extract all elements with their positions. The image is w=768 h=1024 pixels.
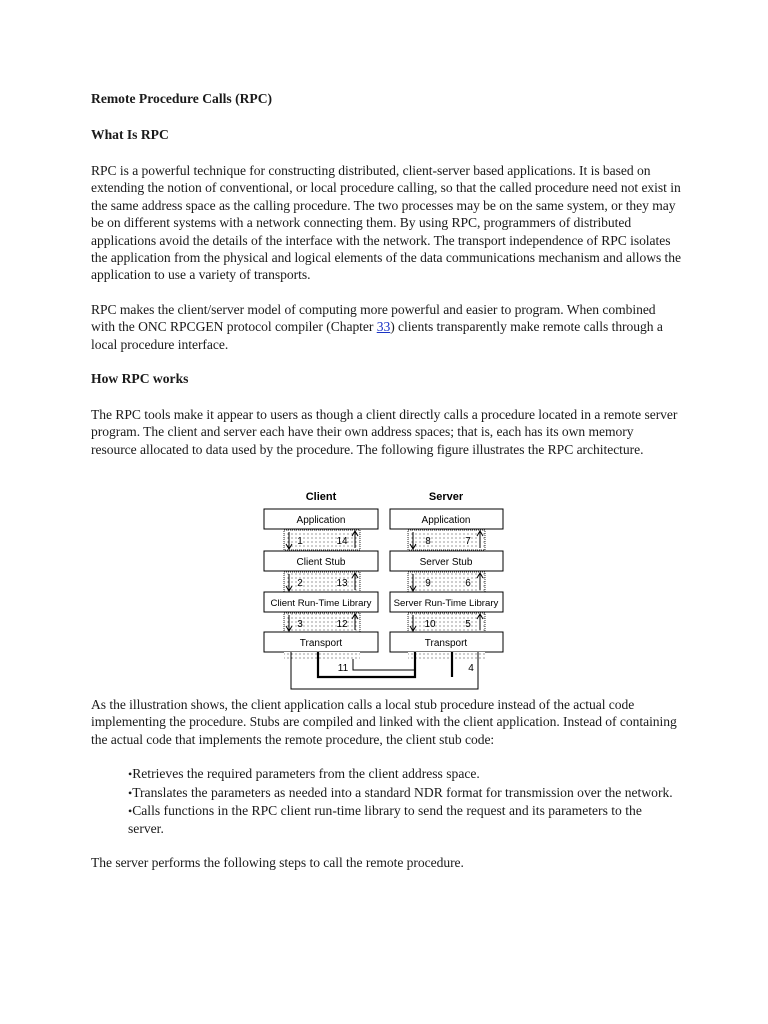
paragraph-illustration-explained: As the illustration shows, the client application calls a local stub procedure instead of the actual code implementing the procedure. Stubs are compiled and linked with the client application. Instead of containing the actual code that implements the remote procedure, the client stub code: bbox=[91, 697, 677, 747]
list-item-text: Translates the parameters as needed into a standard NDR format for transmission over the network. bbox=[132, 784, 673, 800]
server-column bbox=[390, 509, 503, 659]
rpc-architecture-figure bbox=[263, 489, 507, 693]
client-step-down-1: 1 bbox=[297, 536, 303, 547]
document-title: Remote Procedure Calls (RPC) bbox=[91, 91, 273, 106]
server-stub-box: Server Stub bbox=[419, 557, 473, 568]
list-item bbox=[128, 765, 681, 783]
bullet-icon: • bbox=[128, 804, 133, 819]
server-step-down-3: 10 bbox=[424, 619, 436, 630]
paragraph-how-rpc-works: The RPC tools make it appear to users as though a client directly calls a procedure located in a remote server program. The client and server each have their own address spaces; that is, each has its own memory resource allocated to data used by the procedure. The following figure illustrates the RPC architecture. bbox=[91, 407, 678, 457]
chapter-link[interactable]: 33 bbox=[376, 319, 391, 335]
server-application-box: Application bbox=[421, 515, 471, 526]
client-step-up-3: 12 bbox=[336, 619, 348, 630]
client-step-down-2: 2 bbox=[297, 578, 303, 589]
bullet-icon: • bbox=[128, 785, 133, 800]
document-body bbox=[91, 90, 681, 475]
client-step-up-2: 13 bbox=[336, 578, 348, 589]
bullet-icon: • bbox=[128, 767, 133, 782]
client-step-down-3: 3 bbox=[297, 619, 303, 630]
rpc-diagram bbox=[263, 489, 507, 693]
section-heading-how-rpc-works: How RPC works bbox=[91, 371, 189, 387]
server-step-up-2: 6 bbox=[465, 578, 471, 589]
server-runtime-library-box: Server Run-Time Library bbox=[393, 598, 499, 609]
client-runtime-library-box: Client Run-Time Library bbox=[270, 598, 372, 609]
client-stub-box: Client Stub bbox=[296, 557, 346, 568]
client-column bbox=[264, 509, 378, 659]
paragraph-rpc-intro: RPC is a powerful technique for constructing distributed, client-server based applications. It is based on extending the notion of conventional, or local procedure calling, so that the called procedure need not exist in the same address space as the calling procedure. The two processes may be on the same system, or they may be on different systems with a network connecting them. By using RPC, programmers of distributed applications avoid the details of the interface with the network. The transport independence of RPC isolates the application from the physical and logical elements of the data communications mechanism and allows the application to use a variety of transports. bbox=[91, 163, 682, 283]
client-application-box: Application bbox=[296, 515, 346, 526]
client-step-up-1: 14 bbox=[336, 536, 348, 547]
server-step-up-1: 7 bbox=[465, 536, 471, 547]
server-step-down-2: 9 bbox=[425, 578, 431, 589]
paragraph-rpc-client-server bbox=[91, 301, 681, 353]
network-step-return: 11 bbox=[337, 663, 349, 674]
client-header: Client bbox=[305, 491, 337, 503]
list-item bbox=[128, 802, 681, 838]
paragraph-text: ) clients transparently make remote calls through a local procedure interface. bbox=[91, 319, 663, 352]
server-transport-box: Transport bbox=[424, 638, 468, 649]
server-step-down-1: 8 bbox=[425, 536, 431, 547]
list-item bbox=[128, 784, 681, 802]
paragraph-server-steps: The server performs the following steps to call the remote procedure. bbox=[91, 854, 464, 870]
list-item-text: Calls functions in the RPC client run-time library to send the request and its parameters to the server. bbox=[128, 803, 642, 837]
list-item-text: Retrieves the required parameters from the client address space. bbox=[132, 766, 480, 782]
network-step-request: 4 bbox=[468, 663, 474, 674]
client-transport-box: Transport bbox=[299, 638, 343, 649]
client-stub-steps-list bbox=[91, 765, 681, 838]
document-body-continued bbox=[91, 696, 681, 888]
server-step-up-3: 5 bbox=[465, 619, 471, 630]
section-heading-what-is-rpc: What Is RPC bbox=[91, 127, 169, 142]
server-header: Server bbox=[428, 491, 464, 503]
paragraph-text: RPC makes the client/server model of computing more powerful and easier to program. When combined with the ONC RPCGEN protocol compiler (Chapter bbox=[91, 301, 656, 335]
